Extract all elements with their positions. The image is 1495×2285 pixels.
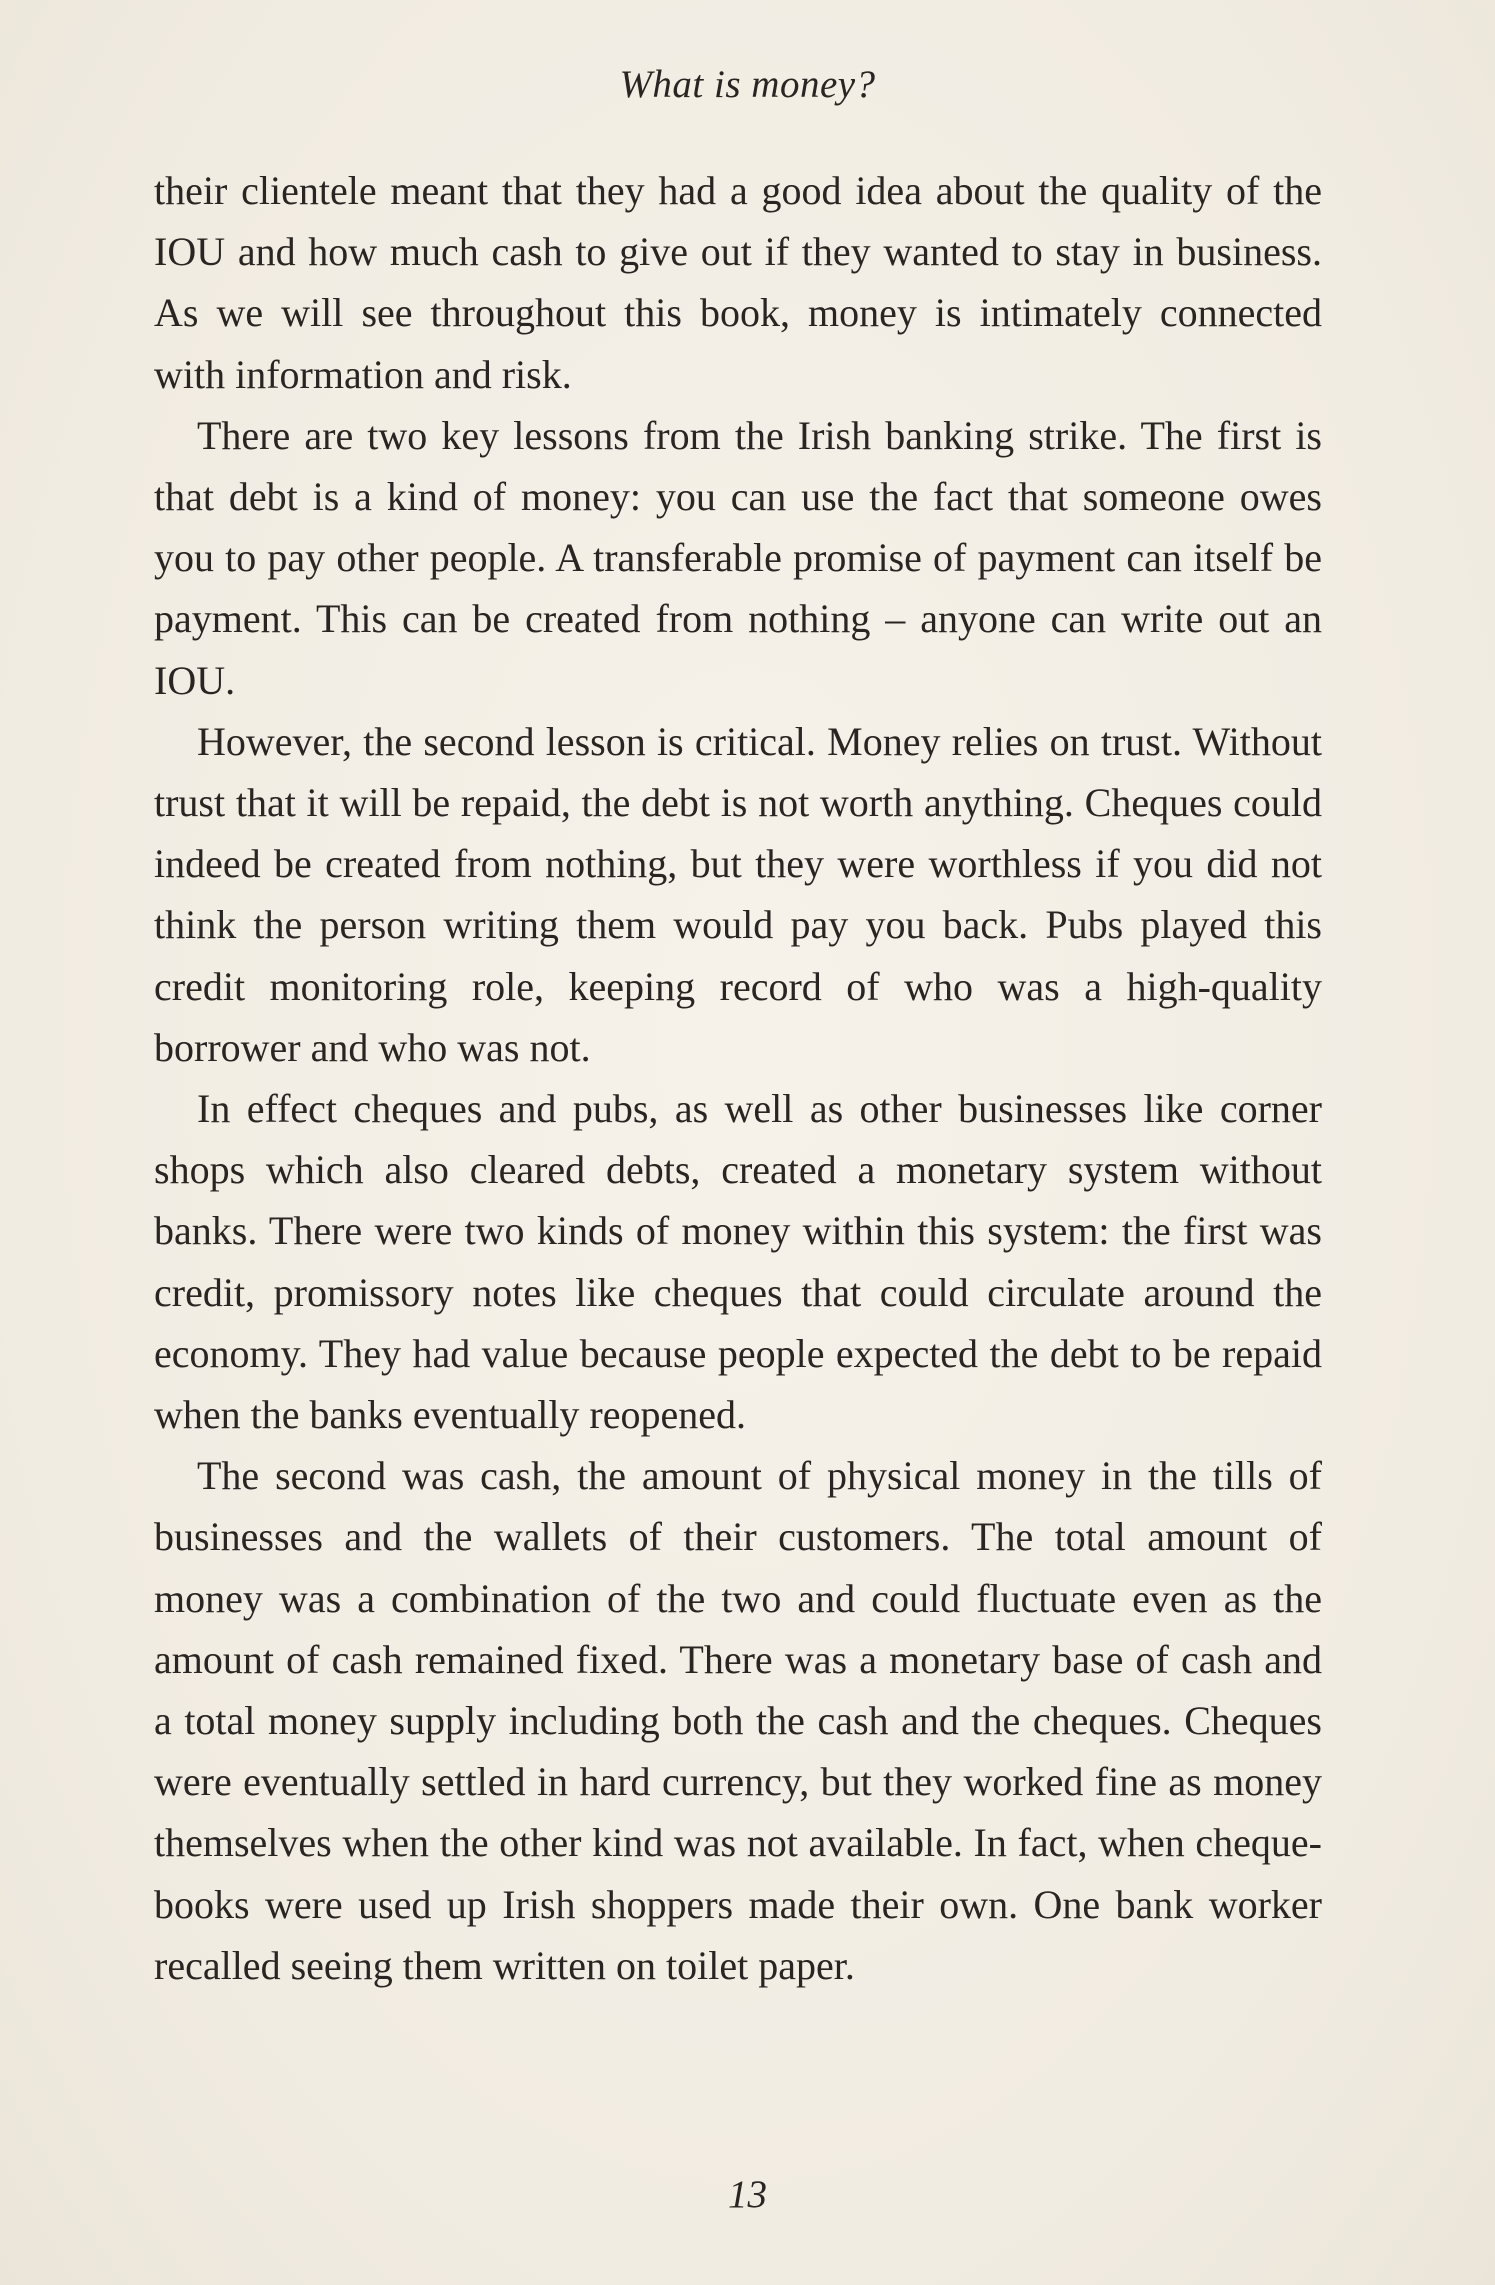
paragraph-1: their clientele meant that they had a good idea about the quality of the IOU and how much cash to give out if they wanted to stay in business. As we will see throughout this book, money is intimately connected with information and risk.: [154, 168, 1322, 397]
paragraph-2: There are two key lessons from the Irish banking strike. The first is that debt is a kind of money: you can use the fact that someone owes you to pay other people. A transferable promise of payment can itself be payment. This can be created from nothing – anyone can write out an IOU.: [154, 412, 1322, 703]
page-number: 13: [728, 2173, 767, 2216]
running-head-title: What is money?: [619, 63, 876, 106]
paragraph-3: However, the second lesson is critical. Money relies on trust. Without trust that it will be repaid, the debt is not worth anything. Cheques could indeed be created from nothing, but they were worthless if you did not think the person writing them would pay you back. Pubs played this credit monitoring role, keeping record of who was a high-quality borrower and who was not.: [154, 718, 1322, 1070]
paragraph-5: The second was cash, the amount of physical money in the tills of businesses and the wallets of their customers. The total amount of money was a combination of the two and could fluctuate even as the amount of cash remained fixed. There was a monetary base of cash and a total money supply including both the cash and the cheques. Cheques were eventually settled in hard currency, but they worked fine as money themselves when the other kind was not available. In fact, when cheque-books were used up Irish shoppers made their own. One bank worker recalled seeing them written on toilet paper.: [154, 1453, 1322, 1988]
body-text: [154, 160, 1322, 1996]
paragraph-4: In effect cheques and pubs, as well as other businesses like corner shops which also cleared debts, created a monetary system without banks. There were two kinds of money within this system: the first was credit, promissory notes like cheques that could circulate around the economy. They had value because people expected the debt to be repaid when the banks eventually reopened.: [154, 1086, 1322, 1438]
